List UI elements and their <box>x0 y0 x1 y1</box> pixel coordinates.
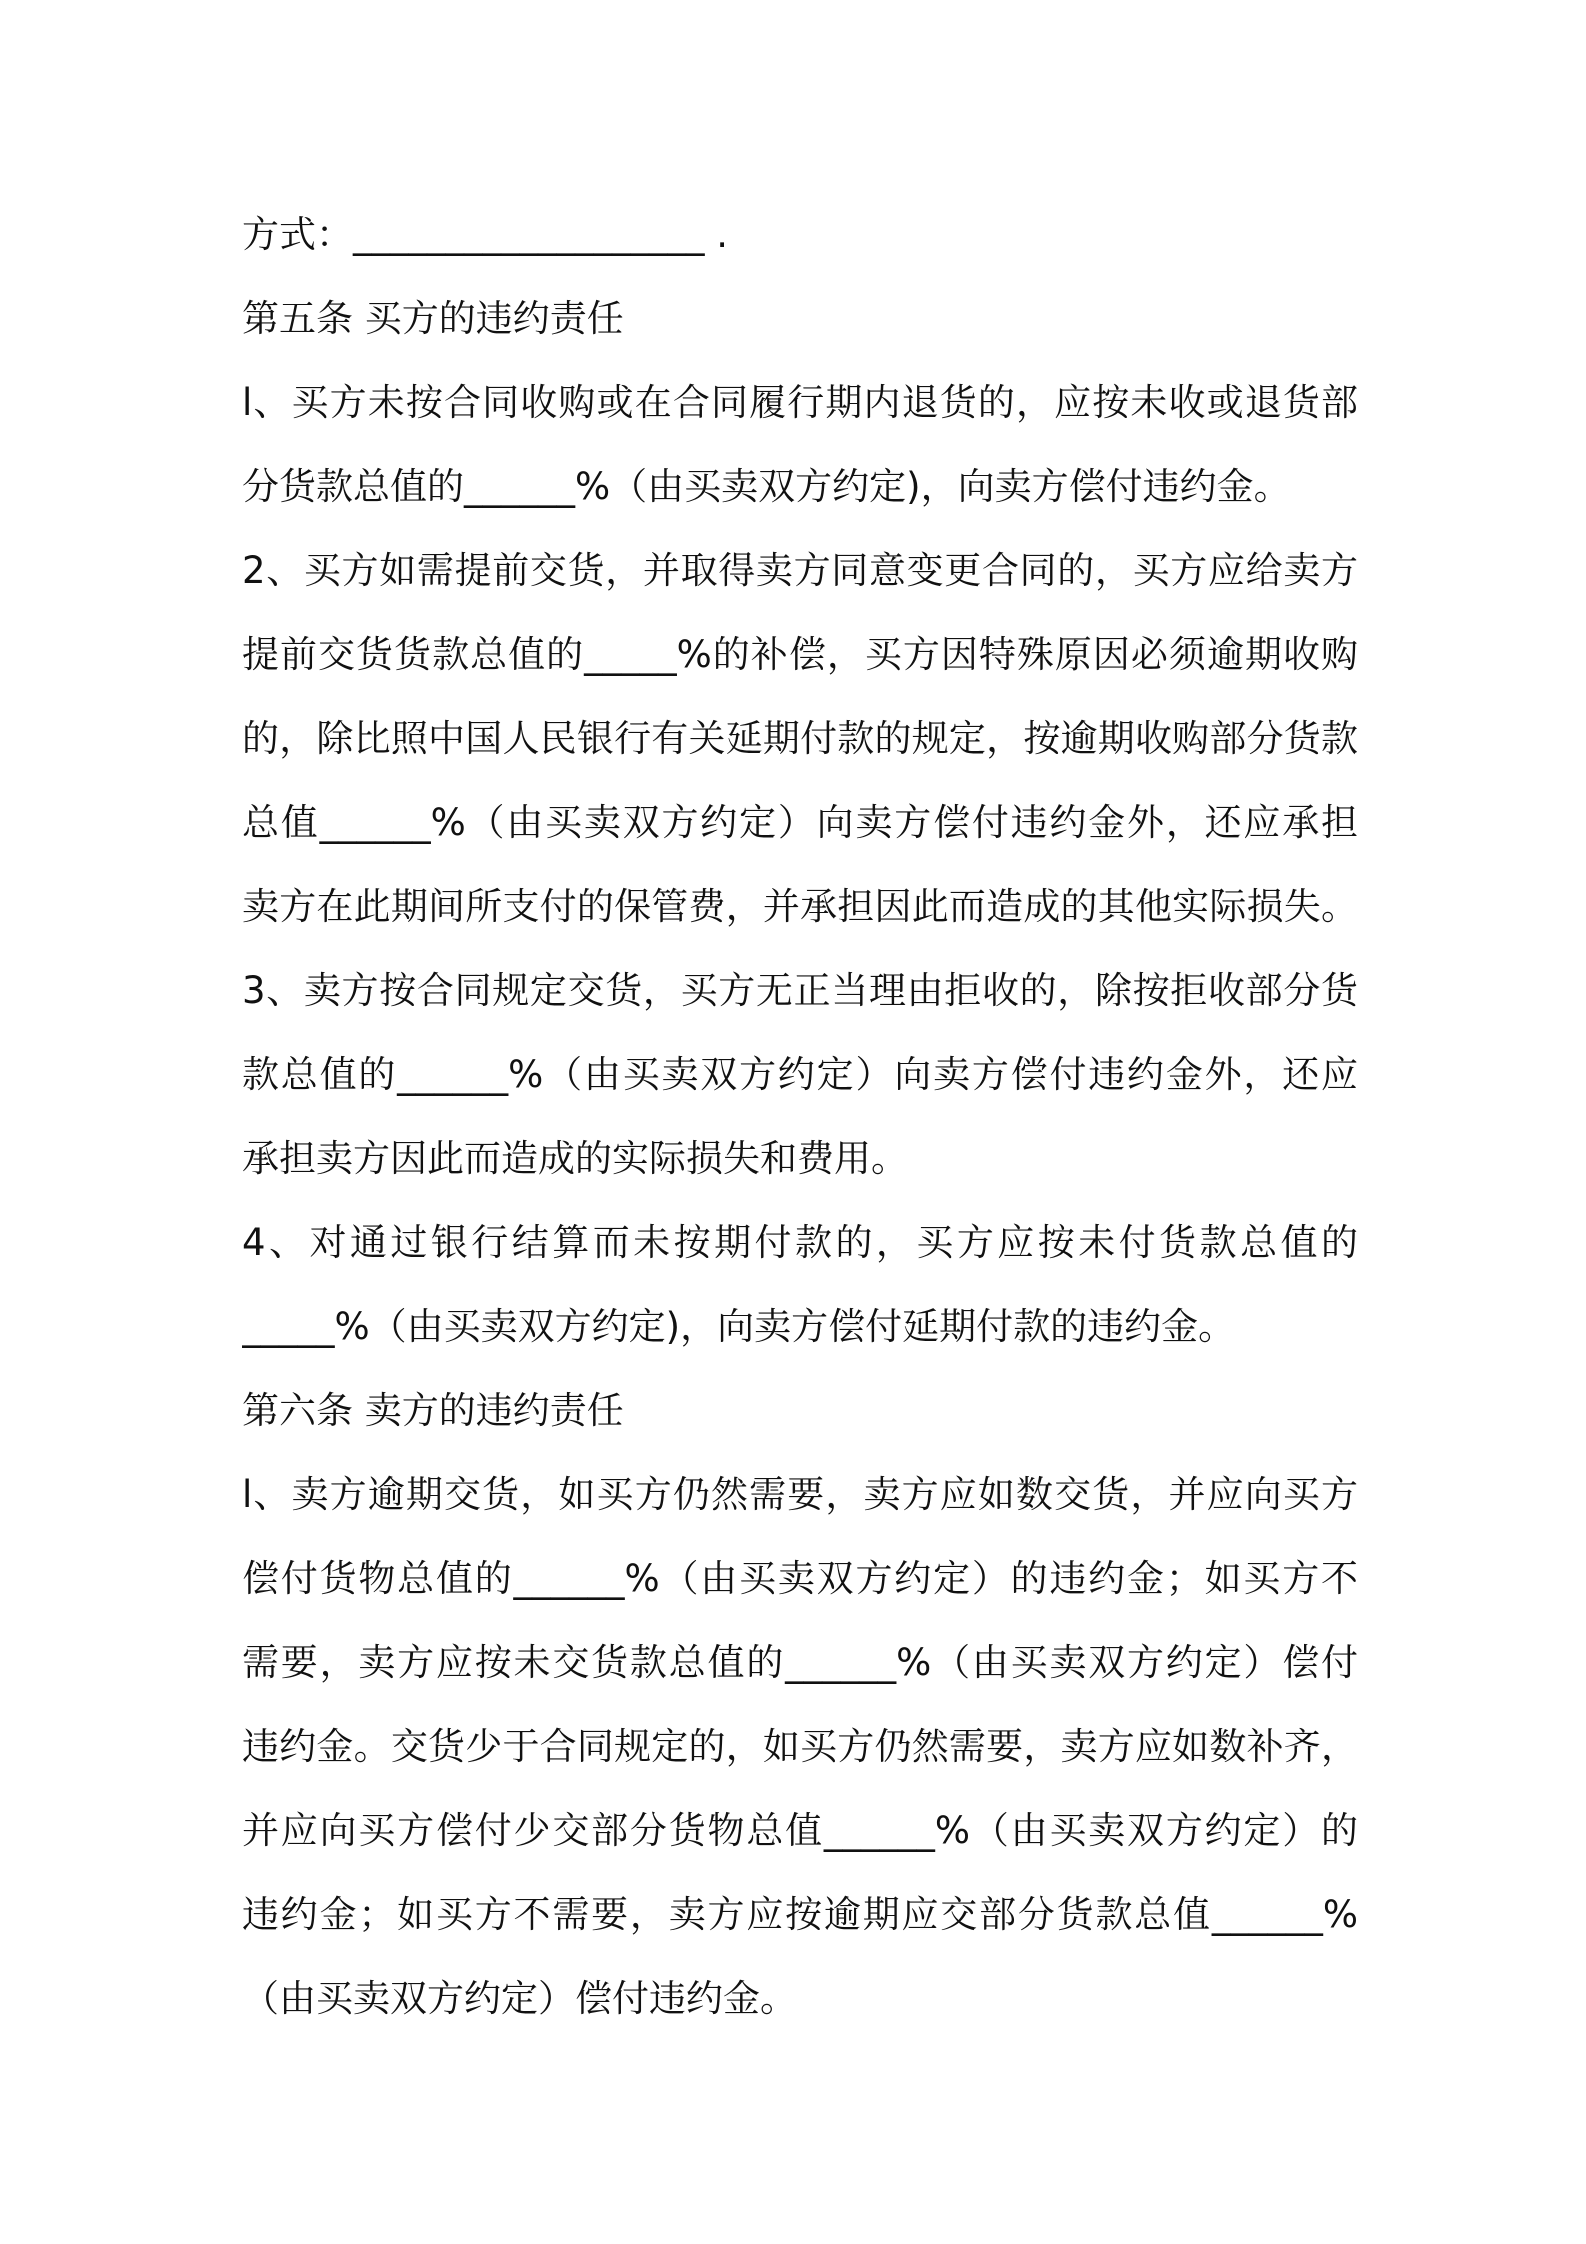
article-6-clause-1-line-1: l、卖方逾期交货，如买方仍然需要，卖方应如数交货，并应向买方 <box>242 1473 1358 1516</box>
article-6-clause-1-line-5: 并应向买方偿付少交部分货物总值______%（由买卖双方约定）的 <box>242 1809 1358 1852</box>
article-5-heading: 第五条 买方的违约责任 <box>242 297 624 340</box>
article-5-clause-2-line-3: 的，除比照中国人民银行有关延期付款的规定，按逾期收购部分货款 <box>242 717 1358 760</box>
article-5-clause-3-line-3: 承担卖方因此而造成的实际损失和费用。 <box>242 1137 908 1180</box>
article-5-clause-2-line-1: 2、买方如需提前交货，并取得卖方同意变更合同的，买方应给卖方 <box>242 549 1358 592</box>
article-6-clause-1-line-2: 偿付货物总值的______%（由买卖双方约定）的违约金；如买方不 <box>242 1557 1358 1600</box>
article-5-clause-1-line-2: 分货款总值的______%（由买卖双方约定)，向卖方偿付违约金。 <box>242 465 1291 508</box>
article-5-clause-1-line-1: l、买方未按合同收购或在合同履行期内退货的，应按未收或退货部 <box>242 381 1358 424</box>
article-6-clause-1-line-4: 违约金。交货少于合同规定的，如买方仍然需要，卖方应如数补齐， <box>242 1725 1358 1768</box>
article-5-clause-2-line-2: 提前交货货款总值的_____%的补偿，买方因特殊原因必须逾期收购 <box>242 633 1358 676</box>
article-5-clause-3-line-2: 款总值的______%（由买卖双方约定）向卖方偿付违约金外，还应 <box>242 1053 1358 1096</box>
article-6-heading: 第六条 卖方的违约责任 <box>242 1389 624 1432</box>
article-5-clause-2-line-5: 卖方在此期间所支付的保管费，并承担因此而造成的其他实际损失。 <box>242 885 1358 928</box>
article-5-clause-4-line-2: _____%（由买卖双方约定)，向卖方偿付延期付款的违约金。 <box>242 1305 1236 1348</box>
article-6-clause-1-line-7: （由买卖双方约定）偿付违约金。 <box>242 1977 797 2020</box>
article-6-clause-1-line-6: 违约金；如买方不需要，卖方应按逾期应交部分货款总值______% <box>242 1893 1358 1936</box>
article-5-clause-4-line-1: 4、对通过银行结算而未按期付款的，买方应按未付货款总值的 <box>242 1221 1358 1264</box>
article-6-clause-1-line-3: 需要，卖方应按未交货款总值的______%（由买卖双方约定）偿付 <box>242 1641 1358 1684</box>
contract-text <box>242 193 1358 2041</box>
article-5-clause-2-line-4: 总值______%（由买卖双方约定）向卖方偿付违约金外，还应承担 <box>242 801 1358 844</box>
article-5-clause-3-line-1: 3、卖方按合同规定交货，买方无正当理由拒收的，除按拒收部分货 <box>242 969 1358 1012</box>
payment-method-line: 方式：___________________ . <box>242 213 729 256</box>
